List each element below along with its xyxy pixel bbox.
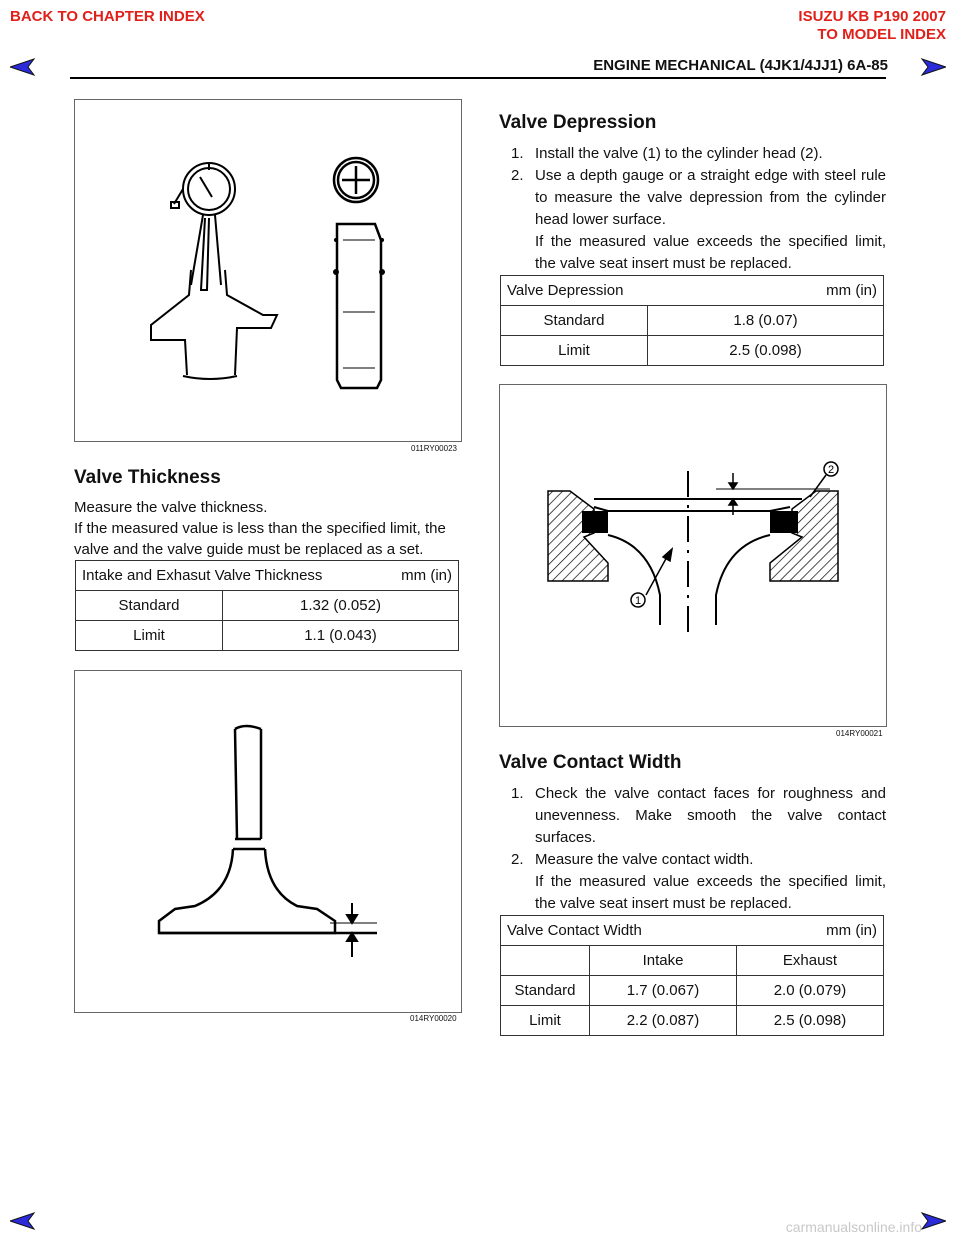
model-title-link[interactable]: ISUZU KB P190 2007	[798, 8, 946, 25]
row-value: 1.32 (0.052)	[223, 591, 459, 621]
paragraph: If the measured value is less than the specified limit, the valve and the valve guide must be replaced as a set.	[74, 520, 446, 558]
column-header-intake: Intake	[590, 946, 737, 976]
header-rule	[70, 77, 886, 79]
valve-depression-table	[500, 275, 884, 366]
table-row	[501, 1006, 884, 1036]
table-row	[501, 976, 884, 1006]
valve-depression-illustration	[500, 385, 886, 726]
row-label: Standard	[501, 306, 648, 336]
back-to-chapter-index-link[interactable]: BACK TO CHAPTER INDEX	[10, 8, 205, 25]
right-arrow-icon[interactable]	[918, 58, 946, 76]
valve-thickness-table	[75, 560, 459, 651]
table-row	[76, 591, 459, 621]
row-value: 2.5 (0.098)	[648, 336, 884, 366]
list-item	[499, 849, 886, 871]
section-heading-valve-depression: Valve Depression	[499, 112, 657, 133]
step-text: Use a depth gauge or a straight edge with steel rule to measure the valve depression from the cylinder head lower surface.	[535, 167, 886, 228]
row-label: Standard	[501, 976, 590, 1006]
row-value: 1.8 (0.07)	[648, 306, 884, 336]
list-item	[499, 143, 886, 165]
list-item	[499, 783, 886, 849]
table-row	[501, 336, 884, 366]
dial-gauge-illustration	[75, 100, 461, 441]
valve-contact-width-steps	[499, 783, 886, 871]
step-text: Check the valve contact faces for roughness and unevenness. Make smooth the valve contact surfaces.	[535, 785, 886, 846]
figure-dial-gauge	[74, 99, 462, 442]
row-label: Limit	[501, 336, 648, 366]
callout-2: 2	[827, 464, 835, 476]
row-exhaust-value: 2.0 (0.079)	[737, 976, 884, 1006]
row-intake-value: 1.7 (0.067)	[590, 976, 737, 1006]
note-paragraph: If the measured value exceeds the specified limit, the valve seat insert must be replaced.	[535, 873, 886, 912]
empty-header-cell	[501, 946, 590, 976]
valve-depression-steps	[499, 143, 886, 231]
figure-caption: 014RY00021	[836, 729, 883, 738]
row-label: Limit	[501, 1006, 590, 1036]
list-item	[499, 165, 886, 231]
figure-caption: 011RY00023	[411, 444, 457, 453]
page-header-title: ENGINE MECHANICAL (4JK1/4JJ1) 6A-85	[593, 57, 888, 74]
table-unit: mm (in)	[826, 922, 877, 939]
table-header	[501, 916, 884, 946]
table-unit: mm (in)	[826, 282, 877, 299]
row-intake-value: 2.2 (0.087)	[590, 1006, 737, 1036]
table-title: Valve Depression	[507, 282, 624, 299]
paragraph: Measure the valve thickness.	[74, 499, 268, 516]
table-row	[76, 621, 459, 651]
table-unit: mm (in)	[401, 567, 452, 584]
to-model-index-link[interactable]: TO MODEL INDEX	[817, 26, 946, 43]
row-label: Standard	[76, 591, 223, 621]
row-label: Limit	[76, 621, 223, 651]
step-number: 1.	[511, 785, 524, 802]
section-heading-valve-contact-width: Valve Contact Width	[499, 752, 682, 773]
figure-valve-thickness	[74, 670, 462, 1013]
left-arrow-icon[interactable]	[10, 1212, 38, 1230]
valve-contact-width-table	[500, 915, 884, 1036]
table-header	[76, 561, 459, 591]
table-header	[501, 276, 884, 306]
table-column-headers	[501, 946, 884, 976]
step-number: 1.	[511, 145, 524, 162]
left-arrow-icon[interactable]	[10, 58, 38, 76]
footer-watermark: carmanualsonline.info	[785, 1219, 922, 1235]
column-header-exhaust: Exhaust	[737, 946, 884, 976]
figure-valve-depression	[499, 384, 887, 727]
row-exhaust-value: 2.5 (0.098)	[737, 1006, 884, 1036]
step-text: Install the valve (1) to the cylinder head (2).	[535, 145, 823, 162]
step-text: Measure the valve contact width.	[535, 851, 754, 868]
valve-illustration	[75, 671, 461, 1012]
step-number: 2.	[511, 851, 524, 868]
table-title: Valve Contact Width	[507, 922, 642, 939]
callout-1: 1	[634, 595, 642, 607]
note-paragraph: If the measured value exceeds the specified limit, the valve seat insert must be replaced.	[535, 233, 886, 272]
table-row	[501, 306, 884, 336]
table-title: Intake and Exhasut Valve Thickness	[82, 567, 323, 584]
row-value: 1.1 (0.043)	[223, 621, 459, 651]
section-heading-valve-thickness: Valve Thickness	[74, 467, 221, 488]
figure-caption: 014RY00020	[410, 1014, 457, 1023]
right-arrow-icon[interactable]	[918, 1212, 946, 1230]
step-number: 2.	[511, 167, 524, 184]
